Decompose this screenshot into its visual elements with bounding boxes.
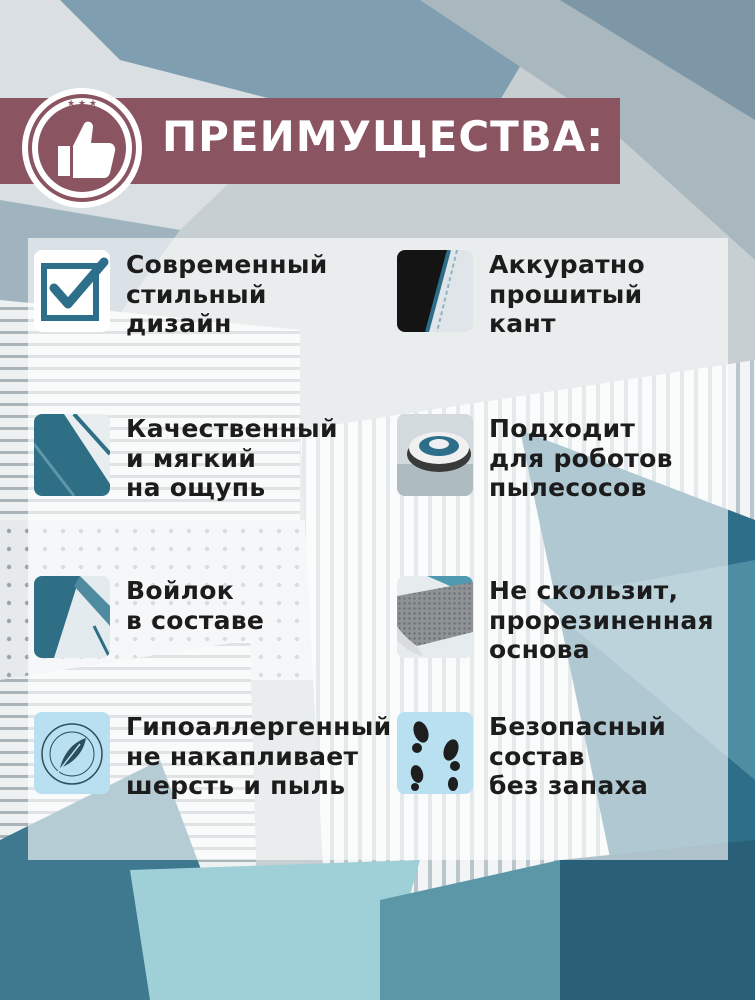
feature-felt — [34, 576, 264, 658]
robot-vacuum-photo — [397, 414, 473, 496]
feature-modern-design — [34, 250, 328, 339]
feature-label: Современный стильный дизайн — [126, 250, 328, 338]
rubber-backing-photo — [397, 576, 473, 658]
felt-rug-photo — [34, 576, 110, 658]
stitched-edge-photo — [397, 250, 473, 332]
feature-non-slip — [397, 576, 714, 665]
footprints-icon — [397, 712, 473, 794]
feature-label: Войлок в составе — [126, 576, 265, 635]
svg-text:★ ★ ★: ★ ★ ★ — [67, 99, 97, 109]
feature-label: Аккуратно прошитый кант — [489, 250, 645, 338]
feature-label: Гипоаллергенный не накапливает шерсть и пыль — [126, 712, 392, 800]
feature-robot-vacuum — [397, 414, 673, 503]
feature-hypoallergenic — [34, 712, 391, 801]
feature-soft-quality — [34, 414, 338, 503]
feature-stitched-edge — [397, 250, 645, 339]
thumbs-up-icon — [18, 84, 146, 212]
feature-safe-odorless — [397, 712, 666, 801]
checkbox-icon — [34, 250, 110, 332]
feature-label: Не скользит, прорезиненная основа — [489, 576, 714, 664]
page-title: ПРЕИМУЩЕСТВА: — [162, 112, 605, 161]
feature-label: Безопасный состав без запаха — [489, 712, 667, 800]
rug-texture-photo — [34, 414, 110, 496]
hypoallergenic-feather-icon — [34, 712, 110, 794]
feature-label: Качественный и мягкий на ощупь — [126, 414, 338, 502]
feature-label: Подходит для роботов пылесосов — [489, 414, 673, 502]
